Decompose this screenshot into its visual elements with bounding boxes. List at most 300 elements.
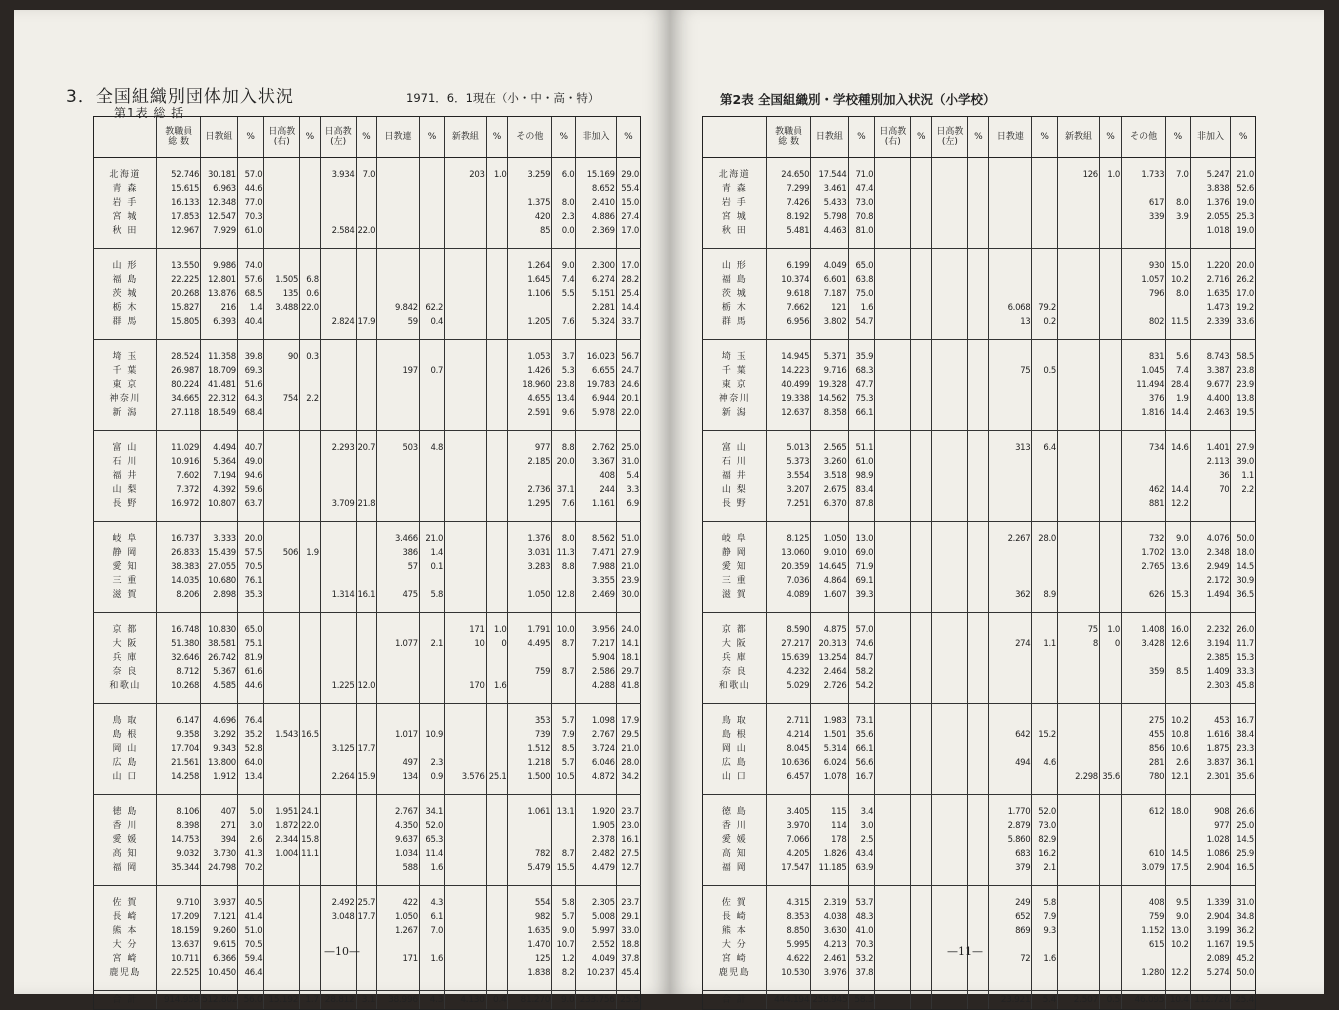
header-row	[703, 117, 1256, 158]
value-cell	[932, 704, 968, 729]
value-cell	[989, 651, 1032, 665]
value-cell: 10.8	[1166, 728, 1190, 742]
value-cell: 55.4	[616, 182, 640, 196]
table-row	[94, 938, 641, 952]
value-cell	[356, 613, 377, 638]
value-cell: 35.344	[157, 861, 201, 886]
value-cell: 25.4	[1231, 991, 1256, 1010]
value-cell	[356, 795, 377, 820]
value-cell: 35.3	[237, 588, 263, 613]
value-cell: 70	[1190, 483, 1231, 497]
value-cell: 10.450	[201, 966, 238, 991]
value-cell	[1058, 665, 1100, 679]
value-cell	[875, 546, 911, 560]
table-row	[703, 924, 1256, 938]
prefecture-cell: 山 形	[94, 249, 157, 274]
value-cell	[264, 679, 300, 704]
column-header: その他	[1122, 117, 1166, 158]
value-cell: 6.046	[576, 756, 616, 770]
value-cell	[377, 665, 420, 679]
value-cell: 497	[377, 756, 420, 770]
value-cell	[320, 819, 356, 833]
value-cell: 13.4	[552, 392, 576, 406]
value-cell: 11.7	[1231, 637, 1256, 651]
prefecture-cell: 合 計	[94, 991, 157, 1010]
page-number: —10—	[324, 945, 360, 958]
value-cell: 3.0	[848, 819, 875, 833]
value-cell	[320, 560, 356, 574]
value-cell	[968, 847, 989, 861]
value-cell: 5.798	[811, 210, 848, 224]
value-cell	[968, 728, 989, 742]
value-cell: 2.949	[1190, 560, 1231, 574]
value-cell: 65.3	[419, 833, 444, 847]
value-cell	[911, 833, 932, 847]
value-cell: 24.0	[616, 613, 640, 638]
value-cell: 802	[1122, 315, 1166, 340]
value-cell	[1099, 833, 1121, 847]
value-cell	[445, 574, 486, 588]
value-cell	[875, 588, 911, 613]
value-cell: 12.2	[1166, 966, 1190, 991]
value-cell	[419, 287, 444, 301]
value-cell: 15.2	[1032, 728, 1058, 742]
value-cell: 21.561	[157, 756, 201, 770]
value-cell: 4.130	[445, 991, 486, 1010]
value-cell: 20.0	[1231, 249, 1256, 274]
value-cell: 70.5	[237, 938, 263, 952]
value-cell: 0.4	[486, 991, 508, 1010]
value-cell: 13.254	[811, 651, 848, 665]
value-cell: 125	[508, 952, 552, 966]
value-cell: 171	[445, 613, 486, 638]
value-cell	[989, 196, 1032, 210]
value-cell	[1166, 469, 1190, 483]
prefecture-cell: 佐 賀	[703, 886, 767, 911]
value-cell	[264, 431, 300, 456]
value-cell: 3.283	[508, 560, 552, 574]
value-cell	[932, 546, 968, 560]
table-row	[703, 665, 1256, 679]
column-header: %	[356, 117, 377, 158]
value-cell	[1099, 728, 1121, 742]
value-cell	[911, 966, 932, 991]
value-cell	[911, 924, 932, 938]
value-cell	[1122, 651, 1166, 665]
prefecture-cell: 愛 媛	[94, 833, 157, 847]
value-cell	[911, 795, 932, 820]
value-cell	[932, 340, 968, 365]
value-cell: 8.358	[811, 406, 848, 431]
value-cell: 12.1	[1166, 770, 1190, 795]
value-cell: 36.1	[1231, 756, 1256, 770]
value-cell	[300, 315, 321, 340]
value-cell	[989, 966, 1032, 991]
value-cell: 63.9	[848, 861, 875, 886]
value-cell	[1122, 819, 1166, 833]
value-cell	[445, 833, 486, 847]
value-cell: 16.737	[157, 522, 201, 547]
value-cell: 7.299	[767, 182, 811, 196]
value-cell: 4.350	[377, 819, 420, 833]
value-cell: 930	[1122, 249, 1166, 274]
value-cell: 12.637	[767, 406, 811, 431]
table-row	[703, 613, 1256, 638]
value-cell: 3.837	[1190, 756, 1231, 770]
value-cell	[911, 546, 932, 560]
value-cell: 6.370	[811, 497, 848, 522]
value-cell: 1.838	[508, 966, 552, 991]
value-cell: 26.987	[157, 364, 201, 378]
value-cell	[989, 546, 1032, 560]
value-cell: 57.5	[237, 546, 263, 560]
value-cell: 22.0	[356, 224, 377, 249]
value-cell: 1.167	[1190, 938, 1231, 952]
value-cell	[264, 497, 300, 522]
value-cell: 1.4	[237, 301, 263, 315]
value-cell: 83.4	[848, 483, 875, 497]
value-cell: 2.339	[1190, 315, 1231, 340]
value-cell	[968, 301, 989, 315]
value-cell	[989, 574, 1032, 588]
value-cell	[932, 651, 968, 665]
value-cell: 1.295	[508, 497, 552, 522]
value-cell: 171	[377, 952, 420, 966]
table-row	[703, 315, 1256, 340]
value-cell	[911, 910, 932, 924]
value-cell	[486, 665, 508, 679]
value-cell: 977	[1190, 819, 1231, 833]
value-cell	[932, 770, 968, 795]
value-cell	[1122, 301, 1166, 315]
value-cell: 16.1	[356, 588, 377, 613]
value-cell: 1.0	[486, 613, 508, 638]
value-cell	[875, 910, 911, 924]
value-cell: 52.0	[419, 819, 444, 833]
prefecture-cell: 青 森	[94, 182, 157, 196]
value-cell	[320, 966, 356, 991]
value-cell: 28.2	[616, 273, 640, 287]
value-cell: 44.6	[237, 182, 263, 196]
value-cell: 45.4	[616, 966, 640, 991]
table-row	[703, 210, 1256, 224]
value-cell	[356, 392, 377, 406]
value-cell	[1099, 406, 1121, 431]
prefecture-cell: 佐 賀	[94, 886, 157, 911]
value-cell	[932, 910, 968, 924]
value-cell: 2.319	[811, 886, 848, 911]
value-cell	[356, 574, 377, 588]
value-cell: 29.1	[616, 910, 640, 924]
value-cell: 6.147	[157, 704, 201, 729]
value-cell: 12.2	[1166, 497, 1190, 522]
value-cell: 3.079	[1122, 861, 1166, 886]
value-cell: 68.5	[237, 287, 263, 301]
table-row	[94, 952, 641, 966]
value-cell: 35.6	[1231, 770, 1256, 795]
prefecture-cell: 富 山	[94, 431, 157, 456]
value-cell: 23.7	[616, 795, 640, 820]
value-cell	[875, 847, 911, 861]
value-cell: 28.812	[320, 991, 356, 1010]
value-cell: 4.622	[767, 952, 811, 966]
prefecture-cell: 埼 玉	[703, 340, 767, 365]
value-cell: 24.7	[616, 364, 640, 378]
value-cell: 15.439	[201, 546, 238, 560]
value-cell	[320, 301, 356, 315]
value-cell: 24.1	[300, 795, 321, 820]
value-cell	[445, 431, 486, 456]
value-cell	[419, 249, 444, 274]
value-cell	[320, 665, 356, 679]
value-cell: 831	[1122, 340, 1166, 365]
value-cell: 4.479	[576, 861, 616, 886]
value-cell: 1.106	[508, 287, 552, 301]
value-cell: 26.742	[201, 651, 238, 665]
value-cell: 17.7	[356, 742, 377, 756]
table-row	[703, 833, 1256, 847]
value-cell	[377, 966, 420, 991]
prefecture-cell: 山 形	[703, 249, 767, 274]
value-cell: 57.0	[237, 158, 263, 183]
value-cell: 10.530	[767, 966, 811, 991]
value-cell: 74.0	[237, 249, 263, 274]
value-cell: 33.7	[616, 315, 640, 340]
value-cell: 0.5	[1099, 991, 1121, 1010]
value-cell: 353	[508, 704, 552, 729]
value-cell: 34.2	[616, 770, 640, 795]
value-cell	[445, 392, 486, 406]
value-cell: 3.260	[811, 455, 848, 469]
value-cell	[300, 364, 321, 378]
value-cell: 10.7	[552, 938, 576, 952]
value-cell	[486, 210, 508, 224]
prefecture-cell: 東 京	[94, 378, 157, 392]
value-cell: 35.6	[1099, 770, 1121, 795]
value-cell	[264, 522, 300, 547]
value-cell	[508, 679, 552, 704]
value-cell: 856	[1122, 742, 1166, 756]
value-cell: 81.0	[848, 224, 875, 249]
value-cell: 11.1	[300, 847, 321, 861]
value-cell	[989, 249, 1032, 274]
value-cell: 39.8	[237, 340, 263, 365]
value-cell: 16.748	[157, 613, 201, 638]
value-cell: 2.6	[237, 833, 263, 847]
value-cell: 9.842	[377, 301, 420, 315]
value-cell	[932, 588, 968, 613]
value-cell	[911, 469, 932, 483]
column-header: 日高教 (左)	[320, 117, 356, 158]
table-row	[703, 770, 1256, 795]
value-cell	[1058, 952, 1100, 966]
value-cell	[1032, 392, 1058, 406]
value-cell	[300, 469, 321, 483]
value-cell	[1032, 224, 1058, 249]
value-cell	[1032, 966, 1058, 991]
left-page	[14, 10, 670, 1005]
prefecture-cell: 群 馬	[94, 315, 157, 340]
value-cell: 249	[989, 886, 1032, 911]
prefecture-cell: 宮 城	[703, 210, 767, 224]
value-cell: 66.1	[848, 742, 875, 756]
prefecture-cell: 大 阪	[94, 637, 157, 651]
value-cell	[1099, 742, 1121, 756]
value-cell: 3.4	[848, 795, 875, 820]
value-cell: 29.7	[616, 665, 640, 679]
value-cell	[320, 378, 356, 392]
value-cell: 16.133	[157, 196, 201, 210]
value-cell	[264, 613, 300, 638]
value-cell	[1032, 158, 1058, 183]
value-cell: 9.615	[201, 938, 238, 952]
prefecture-cell: 京 都	[94, 613, 157, 638]
value-cell	[264, 469, 300, 483]
value-cell	[419, 378, 444, 392]
table-row	[703, 158, 1256, 183]
table-row	[94, 613, 641, 638]
column-header: 日教組	[811, 117, 848, 158]
table-row	[703, 182, 1256, 196]
value-cell: 14.4	[1166, 406, 1190, 431]
value-cell: 38.581	[201, 637, 238, 651]
value-cell: 4.495	[508, 637, 552, 651]
value-cell	[875, 966, 911, 991]
value-cell: 17.704	[157, 742, 201, 756]
value-cell: 25.3	[1231, 210, 1256, 224]
value-cell: 29.0	[616, 158, 640, 183]
value-cell	[320, 196, 356, 210]
value-cell	[911, 431, 932, 456]
table-row	[703, 795, 1256, 820]
table-row	[703, 546, 1256, 560]
value-cell: 3.405	[767, 795, 811, 820]
value-cell: 2.303	[1190, 679, 1231, 704]
table-row	[703, 651, 1256, 665]
value-cell: 14.4	[616, 301, 640, 315]
value-cell	[377, 483, 420, 497]
value-cell: 57	[377, 560, 420, 574]
value-cell: 8.652	[576, 182, 616, 196]
value-cell	[1099, 795, 1121, 820]
column-header: %	[486, 117, 508, 158]
value-cell	[1058, 249, 1100, 274]
value-cell	[356, 196, 377, 210]
value-cell: 27.9	[1231, 431, 1256, 456]
value-cell: 2.2	[1231, 483, 1256, 497]
value-cell	[1122, 224, 1166, 249]
value-cell: 8.7	[552, 665, 576, 679]
value-cell: 6.944	[576, 392, 616, 406]
value-cell: 61.0	[237, 224, 263, 249]
value-cell	[968, 704, 989, 729]
prefecture-cell: 神奈川	[703, 392, 767, 406]
value-cell: 58.5	[1231, 340, 1256, 365]
value-cell	[486, 819, 508, 833]
value-cell: 20.268	[157, 287, 201, 301]
value-cell: 10.237	[576, 966, 616, 991]
value-cell: 6.9	[616, 497, 640, 522]
prefecture-cell: 静 岡	[703, 546, 767, 560]
value-cell	[875, 431, 911, 456]
table-row	[703, 522, 1256, 547]
value-cell: 9.010	[811, 546, 848, 560]
value-cell: 24.650	[767, 158, 811, 183]
value-cell: 2.378	[576, 833, 616, 847]
value-cell: 16.023	[576, 340, 616, 365]
value-cell: 7.372	[157, 483, 201, 497]
prefecture-cell: 島 根	[703, 728, 767, 742]
value-cell	[300, 249, 321, 274]
value-cell: 796	[1122, 287, 1166, 301]
value-cell	[356, 249, 377, 274]
value-cell: 8.5	[1166, 665, 1190, 679]
table-row	[703, 378, 1256, 392]
value-cell: 4.038	[811, 910, 848, 924]
value-cell	[1099, 455, 1121, 469]
value-cell	[911, 938, 932, 952]
value-cell: 2.113	[1190, 455, 1231, 469]
value-cell: 11.185	[811, 861, 848, 886]
value-cell: 1.086	[1190, 847, 1231, 861]
value-cell: 17.547	[767, 861, 811, 886]
value-cell	[356, 847, 377, 861]
value-cell	[419, 574, 444, 588]
table-row	[94, 886, 641, 911]
table-row	[94, 679, 641, 704]
value-cell: 9.637	[377, 833, 420, 847]
value-cell	[356, 665, 377, 679]
value-cell: 5.7	[552, 756, 576, 770]
value-cell: 4.494	[201, 431, 238, 456]
value-cell	[968, 497, 989, 522]
value-cell: 379	[989, 861, 1032, 886]
value-cell	[552, 679, 576, 704]
value-cell: 5.324	[576, 315, 616, 340]
value-cell: 1.339	[1190, 886, 1231, 911]
value-cell	[300, 910, 321, 924]
value-cell: 54.2	[848, 679, 875, 704]
value-cell	[356, 546, 377, 560]
value-cell	[968, 665, 989, 679]
value-cell	[932, 483, 968, 497]
value-cell: 5.5	[552, 287, 576, 301]
value-cell	[320, 924, 356, 938]
value-cell: 3.259	[508, 158, 552, 183]
value-cell	[320, 704, 356, 729]
value-cell: 14.5	[1231, 560, 1256, 574]
value-cell	[377, 469, 420, 483]
value-cell: 50.0	[1231, 522, 1256, 547]
value-cell: 15.8	[300, 833, 321, 847]
value-cell: 2.298	[1058, 770, 1100, 795]
prefecture-cell: 鹿児島	[94, 966, 157, 991]
value-cell: 5.367	[201, 665, 238, 679]
value-cell	[1099, 182, 1121, 196]
value-cell	[1058, 483, 1100, 497]
value-cell	[377, 574, 420, 588]
value-cell	[1058, 651, 1100, 665]
value-cell: 203	[445, 158, 486, 183]
value-cell: 12.547	[201, 210, 238, 224]
value-cell	[320, 455, 356, 469]
value-cell	[1122, 182, 1166, 196]
table-row	[703, 469, 1256, 483]
date-note: 1971．6．1現在（小・中・高・特）	[406, 91, 600, 105]
value-cell	[968, 770, 989, 795]
table-row	[94, 742, 641, 756]
table-row	[703, 847, 1256, 861]
